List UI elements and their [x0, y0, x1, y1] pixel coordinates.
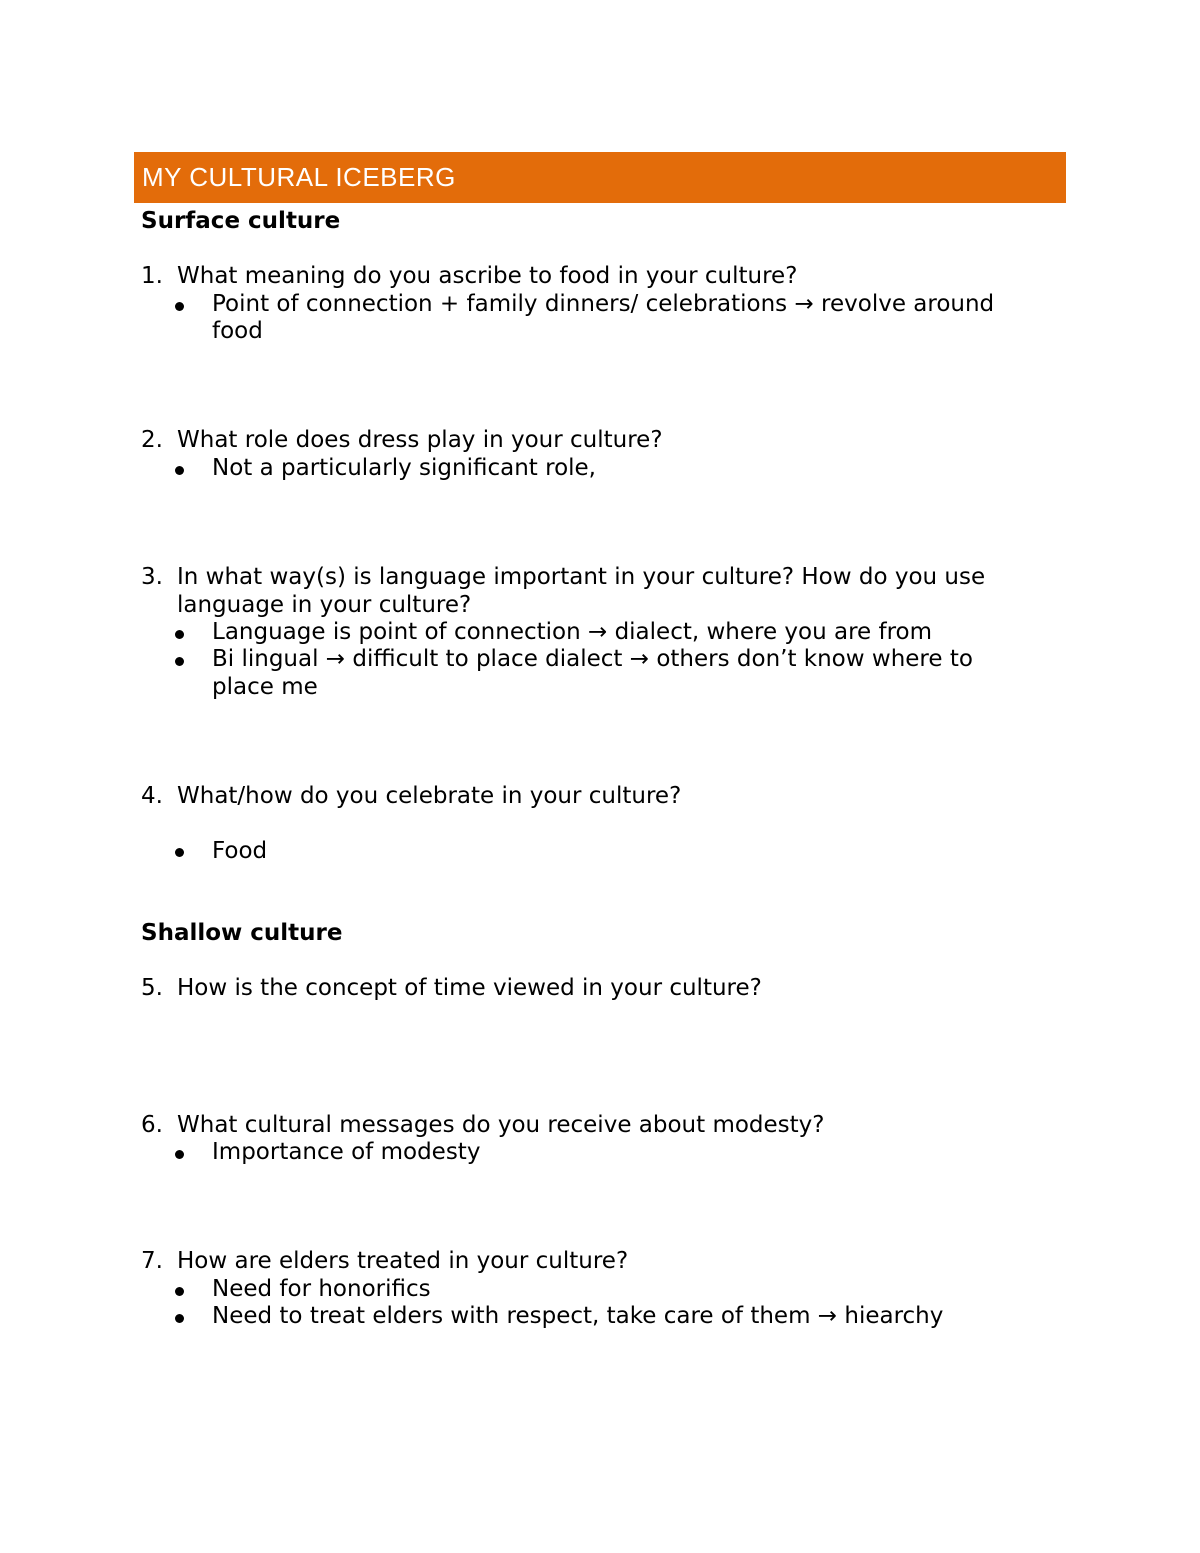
question-number: 1.: [141, 263, 163, 289]
question-number: 2.: [141, 427, 163, 453]
answer-text: Need to treat elders with respect, take care of them → hiearchy: [212, 1303, 944, 1329]
question-text: What cultural messages do you receive about modesty?: [177, 1112, 825, 1138]
question-number: 4.: [141, 783, 163, 809]
section-heading-shallow: Shallow culture: [141, 920, 343, 946]
bullet-icon: [175, 630, 184, 639]
bullet-icon: [175, 1314, 184, 1323]
answer-text: Point of connection + family dinners/ celebrations → revolve around: [212, 291, 995, 317]
question-text: How is the concept of time viewed in your culture?: [177, 975, 762, 1001]
question-number: 6.: [141, 1112, 163, 1138]
question-number: 3.: [141, 564, 163, 590]
question-text: How are elders treated in your culture?: [177, 1248, 629, 1274]
question-text: What/how do you celebrate in your culture?: [177, 783, 682, 809]
answer-text: Food: [212, 838, 268, 864]
bullet-icon: [175, 1287, 184, 1296]
question-text: In what way(s) is language important in your culture? How do you use: [177, 564, 986, 590]
question-text: What meaning do you ascribe to food in your culture?: [177, 263, 798, 289]
answer-text: food: [212, 318, 263, 344]
answer-text: place me: [212, 674, 318, 700]
title-banner: [134, 152, 1066, 203]
section-heading-surface: Surface culture: [141, 208, 341, 234]
question-number: 7.: [141, 1248, 163, 1274]
question-text: What role does dress play in your culture?: [177, 427, 663, 453]
bullet-icon: [175, 302, 184, 311]
question-text: language in your culture?: [177, 592, 472, 618]
answer-text: Bi lingual → difficult to place dialect → others don’t know where to: [212, 646, 973, 672]
answer-text: Need for honorifics: [212, 1276, 431, 1302]
question-number: 5.: [141, 975, 163, 1001]
document-title: MY CULTURAL ICEBERG: [142, 162, 456, 192]
answer-text: Language is point of connection → dialect, where you are from: [212, 619, 933, 645]
answer-text: Not a particularly significant role,: [212, 455, 596, 481]
bullet-icon: [175, 1150, 184, 1159]
answer-text: Importance of modesty: [212, 1139, 481, 1165]
bullet-icon: [175, 848, 184, 857]
bullet-icon: [175, 466, 184, 475]
bullet-icon: [175, 657, 184, 666]
